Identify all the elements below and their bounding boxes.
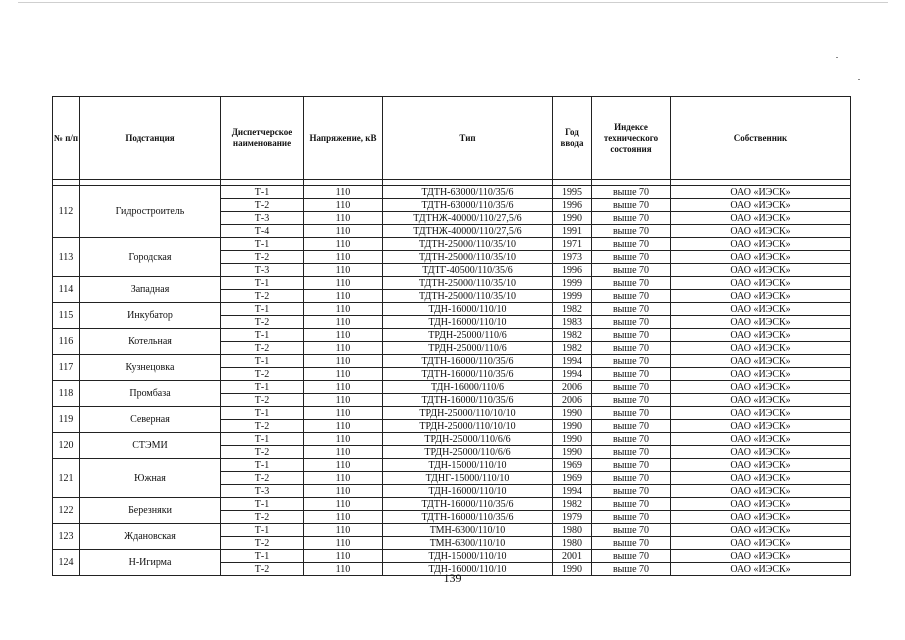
row-number: 113 bbox=[53, 238, 80, 277]
owner-cell: ОАО «ИЭСК» bbox=[671, 238, 851, 251]
owner-cell: ОАО «ИЭСК» bbox=[671, 420, 851, 433]
type-cell: ТРДН-25000/110/6/6 bbox=[383, 446, 553, 459]
owner-cell: ОАО «ИЭСК» bbox=[671, 251, 851, 264]
voltage-cell: 110 bbox=[304, 511, 383, 524]
condition-index-cell: выше 70 bbox=[592, 212, 671, 225]
owner-cell: ОАО «ИЭСК» bbox=[671, 212, 851, 225]
owner-cell: ОАО «ИЭСК» bbox=[671, 433, 851, 446]
year-cell: 1980 bbox=[553, 537, 592, 550]
substation-name: Кузнецовка bbox=[80, 355, 221, 381]
page-number: 139 bbox=[443, 571, 462, 585]
row-number: 114 bbox=[53, 277, 80, 303]
type-cell: ТРДН-25000/110/6/6 bbox=[383, 433, 553, 446]
dispatch-name-cell: Т-1 bbox=[221, 355, 304, 368]
voltage-cell: 110 bbox=[304, 433, 383, 446]
year-cell: 1999 bbox=[553, 277, 592, 290]
year-cell: 1980 bbox=[553, 524, 592, 537]
condition-index-cell: выше 70 bbox=[592, 368, 671, 381]
type-cell: ТРДН-25000/110/10/10 bbox=[383, 407, 553, 420]
dispatch-name-cell: Т-2 bbox=[221, 251, 304, 264]
voltage-cell: 110 bbox=[304, 498, 383, 511]
dispatch-name-cell: Т-1 bbox=[221, 433, 304, 446]
condition-index-cell: выше 70 bbox=[592, 290, 671, 303]
owner-cell: ОАО «ИЭСК» bbox=[671, 394, 851, 407]
condition-index-cell: выше 70 bbox=[592, 277, 671, 290]
condition-index-cell: выше 70 bbox=[592, 446, 671, 459]
table-row bbox=[53, 498, 851, 511]
substation-name: Западная bbox=[80, 277, 221, 303]
condition-index-cell: выше 70 bbox=[592, 381, 671, 394]
owner-cell: ОАО «ИЭСК» bbox=[671, 368, 851, 381]
condition-index-cell: выше 70 bbox=[592, 329, 671, 342]
dispatch-name-cell: Т-3 bbox=[221, 485, 304, 498]
year-cell: 1994 bbox=[553, 368, 592, 381]
owner-cell: ОАО «ИЭСК» bbox=[671, 290, 851, 303]
dispatch-name-cell: Т-1 bbox=[221, 381, 304, 394]
owner-cell: ОАО «ИЭСК» bbox=[671, 524, 851, 537]
voltage-cell: 110 bbox=[304, 264, 383, 277]
dispatch-name-cell: Т-2 bbox=[221, 316, 304, 329]
owner-cell: ОАО «ИЭСК» bbox=[671, 277, 851, 290]
dispatch-name-cell: Т-2 bbox=[221, 199, 304, 212]
voltage-cell: 110 bbox=[304, 186, 383, 199]
header-substation: Подстанция bbox=[80, 97, 221, 180]
dispatch-name-cell: Т-1 bbox=[221, 407, 304, 420]
owner-cell: ОАО «ИЭСК» bbox=[671, 563, 851, 576]
substation-name: Городская bbox=[80, 238, 221, 277]
type-cell: ТДН-16000/110/10 bbox=[383, 316, 553, 329]
condition-index-cell: выше 70 bbox=[592, 472, 671, 485]
type-cell: ТМН-6300/110/10 bbox=[383, 537, 553, 550]
voltage-cell: 110 bbox=[304, 472, 383, 485]
year-cell: 1996 bbox=[553, 199, 592, 212]
substation-name: Котельная bbox=[80, 329, 221, 355]
voltage-cell: 110 bbox=[304, 459, 383, 472]
condition-index-cell: выше 70 bbox=[592, 303, 671, 316]
table-row bbox=[53, 459, 851, 472]
substations-table bbox=[52, 96, 851, 576]
year-cell: 2001 bbox=[553, 550, 592, 563]
year-cell: 1990 bbox=[553, 212, 592, 225]
owner-cell: ОАО «ИЭСК» bbox=[671, 459, 851, 472]
owner-cell: ОАО «ИЭСК» bbox=[671, 355, 851, 368]
owner-cell: ОАО «ИЭСК» bbox=[671, 407, 851, 420]
condition-index-cell: выше 70 bbox=[592, 459, 671, 472]
dispatch-name-cell: Т-1 bbox=[221, 303, 304, 316]
owner-cell: ОАО «ИЭСК» bbox=[671, 511, 851, 524]
voltage-cell: 110 bbox=[304, 563, 383, 576]
voltage-cell: 110 bbox=[304, 329, 383, 342]
year-cell: 1990 bbox=[553, 433, 592, 446]
table-row bbox=[53, 433, 851, 446]
table-row bbox=[53, 381, 851, 394]
table-row bbox=[53, 407, 851, 420]
year-cell: 1969 bbox=[553, 472, 592, 485]
year-cell: 1971 bbox=[553, 238, 592, 251]
dispatch-name-cell: Т-1 bbox=[221, 524, 304, 537]
table-row bbox=[53, 303, 851, 316]
dispatch-name-cell: Т-2 bbox=[221, 511, 304, 524]
condition-index-cell: выше 70 bbox=[592, 199, 671, 212]
header-year: Год ввода bbox=[553, 97, 592, 180]
substation-name: Южная bbox=[80, 459, 221, 498]
voltage-cell: 110 bbox=[304, 394, 383, 407]
year-cell: 1982 bbox=[553, 498, 592, 511]
condition-index-cell: выше 70 bbox=[592, 563, 671, 576]
year-cell: 1983 bbox=[553, 316, 592, 329]
year-cell: 1994 bbox=[553, 485, 592, 498]
year-cell: 1990 bbox=[553, 420, 592, 433]
table-row bbox=[53, 329, 851, 342]
type-cell: ТДН-16000/110/10 bbox=[383, 303, 553, 316]
table-row bbox=[53, 277, 851, 290]
year-cell: 2006 bbox=[553, 381, 592, 394]
condition-index-cell: выше 70 bbox=[592, 225, 671, 238]
dispatch-name-cell: Т-2 bbox=[221, 420, 304, 433]
year-cell: 1990 bbox=[553, 563, 592, 576]
substation-name: Березняки bbox=[80, 498, 221, 524]
owner-cell: ОАО «ИЭСК» bbox=[671, 329, 851, 342]
owner-cell: ОАО «ИЭСК» bbox=[671, 498, 851, 511]
voltage-cell: 110 bbox=[304, 407, 383, 420]
dispatch-name-cell: Т-2 bbox=[221, 563, 304, 576]
type-cell: ТДН-16000/110/6 bbox=[383, 381, 553, 394]
header-type: Тип bbox=[383, 97, 553, 180]
year-cell: 1973 bbox=[553, 251, 592, 264]
year-cell: 1969 bbox=[553, 459, 592, 472]
voltage-cell: 110 bbox=[304, 303, 383, 316]
type-cell: ТДН-16000/110/10 bbox=[383, 485, 553, 498]
dispatch-name-cell: Т-3 bbox=[221, 212, 304, 225]
condition-index-cell: выше 70 bbox=[592, 550, 671, 563]
voltage-cell: 110 bbox=[304, 537, 383, 550]
condition-index-cell: выше 70 bbox=[592, 498, 671, 511]
dispatch-name-cell: Т-4 bbox=[221, 225, 304, 238]
scan-speck bbox=[858, 79, 860, 80]
year-cell: 1995 bbox=[553, 186, 592, 199]
voltage-cell: 110 bbox=[304, 485, 383, 498]
substation-name: Гидростроитель bbox=[80, 186, 221, 238]
condition-index-cell: выше 70 bbox=[592, 342, 671, 355]
condition-index-cell: выше 70 bbox=[592, 238, 671, 251]
condition-index-cell: выше 70 bbox=[592, 394, 671, 407]
table-row bbox=[53, 355, 851, 368]
dispatch-name-cell: Т-2 bbox=[221, 537, 304, 550]
year-cell: 1990 bbox=[553, 407, 592, 420]
voltage-cell: 110 bbox=[304, 199, 383, 212]
voltage-cell: 110 bbox=[304, 251, 383, 264]
row-number: 120 bbox=[53, 433, 80, 459]
voltage-cell: 110 bbox=[304, 381, 383, 394]
row-number: 117 bbox=[53, 355, 80, 381]
header-owner: Собственник bbox=[671, 97, 851, 180]
dispatch-name-cell: Т-1 bbox=[221, 550, 304, 563]
condition-index-cell: выше 70 bbox=[592, 355, 671, 368]
year-cell: 1991 bbox=[553, 225, 592, 238]
owner-cell: ОАО «ИЭСК» bbox=[671, 537, 851, 550]
substation-name: Промбаза bbox=[80, 381, 221, 407]
dispatch-name-cell: Т-2 bbox=[221, 342, 304, 355]
table-row bbox=[53, 238, 851, 251]
owner-cell: ОАО «ИЭСК» bbox=[671, 264, 851, 277]
table-row bbox=[53, 550, 851, 563]
table-row bbox=[53, 524, 851, 537]
owner-cell: ОАО «ИЭСК» bbox=[671, 381, 851, 394]
dispatch-name-cell: Т-2 bbox=[221, 446, 304, 459]
condition-index-cell: выше 70 bbox=[592, 420, 671, 433]
owner-cell: ОАО «ИЭСК» bbox=[671, 186, 851, 199]
dispatch-name-cell: Т-1 bbox=[221, 238, 304, 251]
dispatch-name-cell: Т-2 bbox=[221, 290, 304, 303]
condition-index-cell: выше 70 bbox=[592, 407, 671, 420]
year-cell: 1999 bbox=[553, 290, 592, 303]
voltage-cell: 110 bbox=[304, 290, 383, 303]
owner-cell: ОАО «ИЭСК» bbox=[671, 316, 851, 329]
row-number: 119 bbox=[53, 407, 80, 433]
table-row bbox=[53, 186, 851, 199]
voltage-cell: 110 bbox=[304, 238, 383, 251]
voltage-cell: 110 bbox=[304, 225, 383, 238]
substation-name: Северная bbox=[80, 407, 221, 433]
year-cell: 1996 bbox=[553, 264, 592, 277]
year-cell: 2006 bbox=[553, 394, 592, 407]
dispatch-name-cell: Т-1 bbox=[221, 277, 304, 290]
type-cell: ТДТН-25000/110/35/10 bbox=[383, 251, 553, 264]
condition-index-cell: выше 70 bbox=[592, 511, 671, 524]
owner-cell: ОАО «ИЭСК» bbox=[671, 485, 851, 498]
dispatch-name-cell: Т-2 bbox=[221, 472, 304, 485]
voltage-cell: 110 bbox=[304, 355, 383, 368]
year-cell: 1982 bbox=[553, 342, 592, 355]
condition-index-cell: выше 70 bbox=[592, 251, 671, 264]
voltage-cell: 110 bbox=[304, 212, 383, 225]
owner-cell: ОАО «ИЭСК» bbox=[671, 472, 851, 485]
type-cell: ТДТН-16000/110/35/6 bbox=[383, 394, 553, 407]
owner-cell: ОАО «ИЭСК» bbox=[671, 199, 851, 212]
row-number: 124 bbox=[53, 550, 80, 576]
table-header-row bbox=[53, 97, 851, 180]
scan-speck bbox=[836, 57, 838, 58]
row-number: 112 bbox=[53, 186, 80, 238]
dispatch-name-cell: Т-1 bbox=[221, 498, 304, 511]
substation-name: Инкубатор bbox=[80, 303, 221, 329]
voltage-cell: 110 bbox=[304, 277, 383, 290]
voltage-cell: 110 bbox=[304, 316, 383, 329]
row-number: 115 bbox=[53, 303, 80, 329]
scan-top-border bbox=[18, 2, 888, 3]
year-cell: 1979 bbox=[553, 511, 592, 524]
dispatch-name-cell: Т-2 bbox=[221, 368, 304, 381]
type-cell: ТДТН-25000/110/35/10 bbox=[383, 238, 553, 251]
voltage-cell: 110 bbox=[304, 368, 383, 381]
dispatch-name-cell: Т-3 bbox=[221, 264, 304, 277]
condition-index-cell: выше 70 bbox=[592, 537, 671, 550]
dispatch-name-cell: Т-1 bbox=[221, 459, 304, 472]
type-cell: ТДТН-16000/110/35/6 bbox=[383, 368, 553, 381]
year-cell: 1994 bbox=[553, 355, 592, 368]
condition-index-cell: выше 70 bbox=[592, 524, 671, 537]
condition-index-cell: выше 70 bbox=[592, 186, 671, 199]
substation-name: СТЭМИ bbox=[80, 433, 221, 459]
type-cell: ТРДН-25000/110/6 bbox=[383, 329, 553, 342]
substation-name: Ждановская bbox=[80, 524, 221, 550]
substation-name: Н-Игирма bbox=[80, 550, 221, 576]
type-cell: ТДН-16000/110/10 bbox=[383, 563, 553, 576]
type-cell: ТДТН-16000/110/35/6 bbox=[383, 498, 553, 511]
year-cell: 1982 bbox=[553, 329, 592, 342]
owner-cell: ОАО «ИЭСК» bbox=[671, 342, 851, 355]
condition-index-cell: выше 70 bbox=[592, 264, 671, 277]
dispatch-name-cell: Т-1 bbox=[221, 329, 304, 342]
voltage-cell: 110 bbox=[304, 550, 383, 563]
type-cell: ТДТН-25000/110/35/10 bbox=[383, 277, 553, 290]
voltage-cell: 110 bbox=[304, 342, 383, 355]
year-cell: 1982 bbox=[553, 303, 592, 316]
owner-cell: ОАО «ИЭСК» bbox=[671, 446, 851, 459]
voltage-cell: 110 bbox=[304, 446, 383, 459]
type-cell: ТДТН-63000/110/35/6 bbox=[383, 186, 553, 199]
type-cell: ТРДН-25000/110/10/10 bbox=[383, 420, 553, 433]
row-number: 118 bbox=[53, 381, 80, 407]
condition-index-cell: выше 70 bbox=[592, 433, 671, 446]
type-cell: ТМН-6300/110/10 bbox=[383, 524, 553, 537]
type-cell: ТДТНЖ-40000/110/27,5/6 bbox=[383, 212, 553, 225]
type-cell: ТДНГ-15000/110/10 bbox=[383, 472, 553, 485]
type-cell: ТДН-15000/110/10 bbox=[383, 550, 553, 563]
owner-cell: ОАО «ИЭСК» bbox=[671, 303, 851, 316]
header-voltage: Напряжение, кВ bbox=[304, 97, 383, 180]
row-number: 122 bbox=[53, 498, 80, 524]
type-cell: ТДТГ-40500/110/35/6 bbox=[383, 264, 553, 277]
dispatch-name-cell: Т-1 bbox=[221, 186, 304, 199]
row-number: 123 bbox=[53, 524, 80, 550]
type-cell: ТРДН-25000/110/6 bbox=[383, 342, 553, 355]
year-cell: 1990 bbox=[553, 446, 592, 459]
voltage-cell: 110 bbox=[304, 524, 383, 537]
type-cell: ТДТН-16000/110/35/6 bbox=[383, 511, 553, 524]
type-cell: ТДТН-16000/110/35/6 bbox=[383, 355, 553, 368]
voltage-cell: 110 bbox=[304, 420, 383, 433]
dispatch-name-cell: Т-2 bbox=[221, 394, 304, 407]
condition-index-cell: выше 70 bbox=[592, 485, 671, 498]
row-number: 116 bbox=[53, 329, 80, 355]
type-cell: ТДТНЖ-40000/110/27,5/6 bbox=[383, 225, 553, 238]
row-number: 121 bbox=[53, 459, 80, 498]
owner-cell: ОАО «ИЭСК» bbox=[671, 550, 851, 563]
condition-index-cell: выше 70 bbox=[592, 316, 671, 329]
table-body bbox=[53, 186, 851, 576]
type-cell: ТДТН-25000/110/35/10 bbox=[383, 290, 553, 303]
header-dispatch-name: Диспетчерское наименование bbox=[221, 97, 304, 180]
type-cell: ТДН-15000/110/10 bbox=[383, 459, 553, 472]
owner-cell: ОАО «ИЭСК» bbox=[671, 225, 851, 238]
type-cell: ТДТН-63000/110/35/6 bbox=[383, 199, 553, 212]
header-num: № п/п bbox=[53, 97, 80, 180]
header-condition-index: Индексе технического состояния bbox=[592, 97, 671, 180]
